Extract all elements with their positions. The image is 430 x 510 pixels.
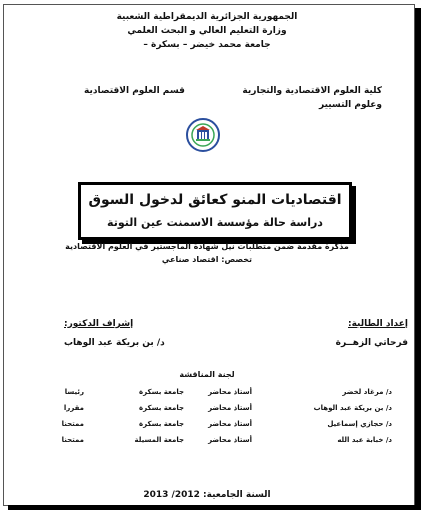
ministry-line: وزارة التعليم العالي و البحث العلمي xyxy=(127,26,287,36)
member-rank: أستاذ محاضر xyxy=(208,404,252,412)
member-role: ممتحنا xyxy=(61,436,84,444)
committee-row xyxy=(0,404,414,418)
committee-title: لجنة المناقشة xyxy=(179,370,235,379)
republic-line: الجمهورية الجزائرية الديمقراطية الشعبية xyxy=(116,12,298,22)
university-line: جامعة محمد خيضر – بسكرة – xyxy=(143,40,271,50)
specialty-line: تخصص: اقتصاد صناعي xyxy=(161,255,253,264)
supervisor-label: إشراف الدكتور: xyxy=(64,319,134,329)
committee-row xyxy=(0,388,414,402)
faculty-line-2: وعلوم التسيير xyxy=(318,100,382,110)
page-shadow-bottom xyxy=(8,505,421,510)
university-seal-icon xyxy=(186,118,220,152)
member-rank: أستاذ محاضر xyxy=(208,420,252,428)
thesis-title: اقتصاديات المنو كعائق لدخول السوق xyxy=(88,192,342,208)
member-role: ممتحنا xyxy=(61,420,84,428)
supervisor-name: د/ بن بريكة عبد الوهاب xyxy=(64,338,165,348)
thesis-subtitle: دراسة حالة مؤسسة الاسمنت عين التوتة xyxy=(107,216,323,229)
member-university: جامعة المسيلة xyxy=(134,436,184,444)
member-name: د/ بن بريكة عبد الوهاب xyxy=(313,404,392,412)
member-role: رئيسا xyxy=(64,388,84,396)
committee-row xyxy=(0,420,414,434)
memo-description: مذكرة مقدمة ضمن متطلبات نيل شهادة الماجستير في العلوم الاقتصادية xyxy=(65,242,349,251)
member-rank: أستاذ محاضر xyxy=(208,388,252,396)
department-line: قسم العلوم الاقتصادية xyxy=(84,86,185,96)
member-role: مقررا xyxy=(63,404,84,412)
member-name: د/ خبابة عبد الله xyxy=(337,436,392,444)
member-university: جامعة بسكرة xyxy=(139,404,184,412)
faculty-line-1: كلية العلوم الاقتصادية والتجارية xyxy=(242,86,382,96)
member-name: د/ حجازي إسماعيل xyxy=(327,420,392,428)
member-university: جامعة بسكرة xyxy=(139,388,184,396)
student-name: فرحاتي الزهــرة xyxy=(335,338,408,348)
thesis-title-box xyxy=(78,182,352,240)
member-rank: أستاذ محاضر xyxy=(208,436,252,444)
page-shadow-right xyxy=(415,8,421,510)
academic-year: السنة الجامعية: 2012/ 2013 xyxy=(143,490,271,500)
member-university: جامعة بسكرة xyxy=(139,420,184,428)
committee-row xyxy=(0,436,414,450)
student-label: إعداد الطالبة: xyxy=(348,319,408,329)
member-name: د/ مرغاد لخضر xyxy=(342,388,392,396)
